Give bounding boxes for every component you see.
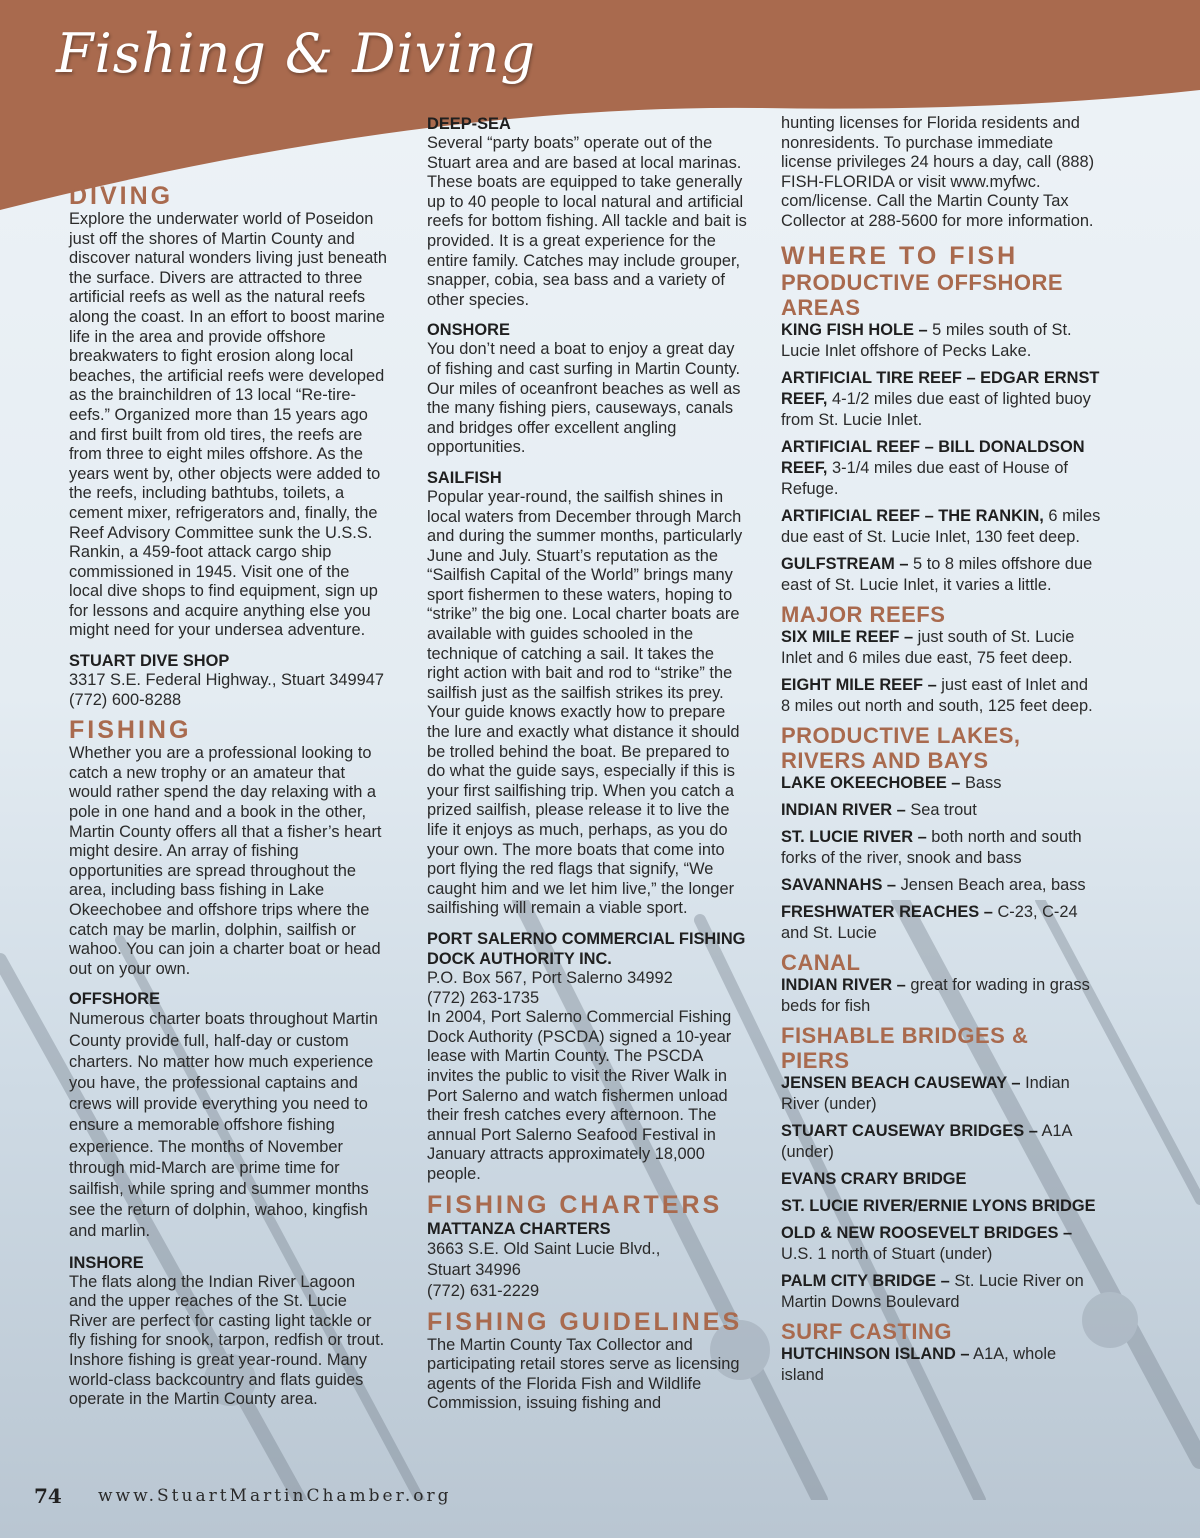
fishing-heading: FISHING xyxy=(69,716,192,745)
offshore-body: Numerous charter boats throughout Martin County provide full, half-day or custom charters. No matter how much experience you have, the professional captains and crews will provide everything you need to ensure a memorable offshore fishing experience. The months of November through mid-March are prime time for sailfish, while spring and summer months see the return of dolphin, wahoo, kingfish and marlin. xyxy=(69,1010,378,1241)
dive-shop-phone: (772) 600-8288 xyxy=(69,690,182,709)
fishing-body: Whether you are a professional looking to catch a new trophy or an amateur that would rather spend the day relaxing with a pole in one hand and a book in the other, Martin County offers all that a fisher’s heart might desire. An array of fishing opportunities are spread throughout the area, including bass fishing in Lake Okeechobee and offshore trips where the catch may be marlin, dolphin, sailfish or wahoo. You can join a charter boat or head out on your own. xyxy=(69,744,382,978)
list-item xyxy=(781,1169,1101,1190)
spot-desc: Jensen Beach area, bass xyxy=(896,875,1086,894)
spot-desc: both north and south forks of the river, snook and bass xyxy=(781,827,1082,867)
spot-name: JENSEN BEACH CAUSEWAY – xyxy=(781,1073,1021,1092)
spot-name: FRESHWATER REACHES – xyxy=(781,902,993,921)
surf-casting-list xyxy=(781,1344,1101,1386)
sailfish-body: Popular year-round, the sailfish shines in local waters from December through March and during the summer months, particularly June and July. Stuart’s reputation as the “Sailfish Capital of the World” brings many sport fishermen to these waters, hoping to “strike” the big one. Local charter boats are available with guides schooled in the technique of catching a sail. It takes the right action with bait and rod to “strike” the sailfish just as the sailfish strikes its prey. Your guide knows exactly how to prepare the lure and exactly what distance it should be trolled behind the boat. Be prepared to do what the guide says, especially if this is your first sailfishing trip. When you catch a prized sailfish, please release it to live the life it enjoys as much, perhaps, as you do your own. The more boats that come into port flying the red flags that signify, “We caught him and we let him live,” the longer sailfishing will remain a viable sport. xyxy=(427,487,743,918)
spot-name: OLD & NEW ROOSEVELT BRIDGES – xyxy=(781,1223,1073,1242)
bridges-piers-list xyxy=(781,1073,1101,1313)
spot-name: EIGHT MILE REEF – xyxy=(781,675,937,694)
port-salerno-phone: (772) 263-1735 xyxy=(427,988,540,1007)
spot-desc: 4-1/2 miles due east of lighted buoy from St. Lucie Inlet. xyxy=(781,389,1091,429)
spot-name: SIX MILE REEF – xyxy=(781,627,914,646)
list-item xyxy=(781,1344,1101,1386)
surf-casting-heading: SURF CASTING xyxy=(781,1318,952,1344)
dive-shop-name: STUART DIVE SHOP xyxy=(69,652,230,671)
spot-name: ARTIFICIAL REEF – BILL DONALDSON REEF, xyxy=(781,437,1085,477)
where-to-fish-heading: WHERE TO FISH xyxy=(781,241,1019,270)
list-item xyxy=(781,368,1101,431)
inshore-heading: INSHORE xyxy=(69,1253,144,1272)
list-item xyxy=(781,627,1101,669)
spot-name: SAVANNAHS – xyxy=(781,875,897,894)
spot-name: HUTCHINSON ISLAND – xyxy=(781,1344,970,1363)
spot-desc: great for wading in grass beds for fish xyxy=(781,975,1090,1015)
spot-desc: Sea trout xyxy=(905,800,977,819)
column-1 xyxy=(69,182,387,1410)
charter-name: MATTANZA CHARTERS xyxy=(427,1219,611,1238)
spot-desc: 5 to 8 miles offshore due east of St. Lucie Inlet, it varies a little. xyxy=(781,554,1093,594)
guidelines-body-continued: hunting licenses for Florida residents and nonresidents. To purchase immediate license privileges 24 hours a day, call (888) FISH-FLORIDA or visit www.myfwc. com/license. Call the Martin County Tax Collector at 288-5600 for more information. xyxy=(781,114,1095,230)
spot-desc: 5 miles south of St. Lucie Inlet offshore of Pecks Lake. xyxy=(781,320,1072,360)
list-item xyxy=(781,506,1101,548)
page-number: 74 xyxy=(34,1484,62,1508)
spot-desc: A1A (under) xyxy=(781,1121,1072,1161)
port-salerno-heading: PORT SALERNO COMMERCIAL FISHING DOCK AUTHORITY INC. xyxy=(427,929,746,968)
lakes-rivers-bays-list xyxy=(781,773,1101,944)
spot-name: ARTIFICIAL TIRE REEF – EDGAR ERNST REEF, xyxy=(781,368,1100,408)
spot-name: ST. LUCIE RIVER – xyxy=(781,827,927,846)
port-salerno-address: P.O. Box 567, Port Salerno 34992 xyxy=(427,968,673,987)
spot-name: GULFSTREAM – xyxy=(781,554,909,573)
spot-desc: Bass xyxy=(960,773,1002,792)
spot-name: EVANS CRARY BRIDGE xyxy=(781,1169,967,1188)
guidelines-body: The Martin County Tax Collector and participating retail stores serve as licensing agents of the Florida Fish and Wildlife Commission, issuing fishing and xyxy=(427,1335,740,1413)
spot-desc: Indian River (under) xyxy=(781,1073,1070,1113)
spot-name: ARTIFICIAL REEF – THE RANKIN, xyxy=(781,506,1044,525)
list-item xyxy=(781,827,1101,869)
list-item xyxy=(781,320,1101,362)
list-item xyxy=(781,1196,1101,1217)
list-item xyxy=(781,875,1101,896)
fishing-charters-heading: FISHING CHARTERS xyxy=(427,1190,723,1219)
onshore-heading: ONSHORE xyxy=(427,321,510,340)
sailfish-heading: SAILFISH xyxy=(427,468,502,487)
charter-phone: (772) 631-2229 xyxy=(427,1281,540,1300)
spot-desc: just east of Inlet and 8 miles out north and south, 125 feet deep. xyxy=(781,675,1093,715)
fishing-guidelines-heading: FISHING GUIDELINES xyxy=(427,1307,743,1336)
major-reefs-list xyxy=(781,627,1101,717)
spot-name: INDIAN RIVER – xyxy=(781,975,906,994)
deepsea-heading: DEEP-SEA xyxy=(427,115,511,133)
column-2 xyxy=(427,114,747,1414)
offshore-heading: OFFSHORE xyxy=(69,990,161,1009)
offshore-areas-heading: PRODUCTIVE OFFSHORE AREAS xyxy=(781,269,1064,320)
spot-desc: 3-1/4 miles due east of House of Refuge. xyxy=(781,458,1068,498)
major-reefs-heading: MAJOR REEFS xyxy=(781,601,946,627)
offshore-areas-list xyxy=(781,320,1101,596)
website-url: www.StuartMartinChamber.org xyxy=(98,1486,452,1506)
port-salerno-body: In 2004, Port Salerno Commercial Fishing Dock Authority (PSCDA) signed a 10-year lease with Martin County. The PSCDA invites the public to visit the River Walk in Port Salerno and watch fishermen unload their fresh catches every afternoon. The annual Port Salerno Seafood Festival in January attracts approximately 18,000 people. xyxy=(427,1008,732,1183)
charter-address-line2: Stuart 34996 xyxy=(427,1260,521,1279)
spot-name: STUART CAUSEWAY BRIDGES – xyxy=(781,1121,1038,1140)
list-item xyxy=(781,554,1101,596)
list-item xyxy=(781,1073,1101,1115)
inshore-body: The flats along the Indian River Lagoon and the upper reaches of the St. Lucie River are perfect for casting light tackle or fly fishing for snook, tarpon, redfish or trout. Inshore fishing is great year-round. Many world-class backcountry and flats guides operate in the Martin County area. xyxy=(69,1272,385,1409)
list-item xyxy=(781,675,1101,717)
column-3 xyxy=(781,114,1101,1392)
spot-desc: just south of St. Lucie Inlet and 6 miles due east, 75 feet deep. xyxy=(781,627,1075,667)
dive-shop-address: 3317 S.E. Federal Highway., Stuart 349947 xyxy=(69,671,384,690)
charter-address-line1: 3663 S.E. Old Saint Lucie Blvd., xyxy=(427,1239,661,1258)
list-item xyxy=(781,773,1101,794)
canal-list xyxy=(781,975,1101,1017)
spot-name: ST. LUCIE RIVER/ERNIE LYONS BRIDGE xyxy=(781,1196,1096,1215)
list-item xyxy=(781,437,1101,500)
spot-name: KING FISH HOLE – xyxy=(781,320,928,339)
diving-heading: DIVING xyxy=(69,182,174,210)
spot-name: LAKE OKEECHOBEE – xyxy=(781,773,961,792)
canal-heading: CANAL xyxy=(781,949,861,975)
lakes-rivers-bays-heading: PRODUCTIVE LAKES, RIVERS AND BAYS xyxy=(781,722,1021,773)
spot-desc: St. Lucie River on Martin Downs Boulevard xyxy=(781,1271,1084,1311)
onshore-body: You don’t need a boat to enjoy a great day of fishing and cast surfing in Martin County. Our miles of oceanfront beaches as well as the many fishing piers, causeways, canals and bridges offer excellent angling opportunities. xyxy=(427,340,741,457)
spot-desc: A1A, whole island xyxy=(781,1344,1057,1384)
spot-desc: 6 miles due east of St. Lucie Inlet, 130 feet deep. xyxy=(781,506,1101,546)
list-item xyxy=(781,1223,1101,1265)
spot-desc: U.S. 1 north of Stuart (under) xyxy=(781,1244,993,1263)
deepsea-body: Several “party boats” operate out of the Stuart area and are based at local marinas. These boats are equipped to take generally up to 40 people to local natural and artificial reefs for bottom fishing. All tackle and bait is provided. It is a great experience for the entire family. Catches may include grouper, snapper, cobia, sea bass and a variety of other species. xyxy=(427,134,747,309)
bridges-piers-heading: FISHABLE BRIDGES & PIERS xyxy=(781,1022,1029,1073)
list-item xyxy=(781,902,1101,944)
list-item xyxy=(781,800,1101,821)
list-item xyxy=(781,1121,1101,1163)
spot-name: PALM CITY BRIDGE – xyxy=(781,1271,950,1290)
page-title: Fishing & Diving xyxy=(56,22,536,85)
list-item xyxy=(781,1271,1101,1313)
list-item xyxy=(781,975,1101,1017)
spot-desc: C-23, C-24 and St. Lucie xyxy=(781,902,1078,942)
diving-body: Explore the underwater world of Poseidon just off the shores of Martin County and discover natural wonders living just beneath the surface. Divers are attracted to three artificial reefs as well as the natural reefs along the coast. In an effort to boost marine life in the area and provide offshore breakwaters to fight erosion along local beaches, the artificial reefs were developed as the brainchildren of 13 local “Re-tire-eefs.” Organized more than 15 years ago and first built from old tires, the reefs are from three to eight miles offshore. As the years went by, other objects were added to the reefs, including bathtubs, toilets, a cement mixer, refrigerators and, finally, the Reef Advisory Committee sunk the U.S.S. Rankin, a 459-foot attack cargo ship commissioned in 1945. Visit one of the local dive shops to find equipment, sign up for lessons and acquire anything else you might need for your undersea adventure. xyxy=(69,210,387,640)
spot-name: INDIAN RIVER – xyxy=(781,800,906,819)
